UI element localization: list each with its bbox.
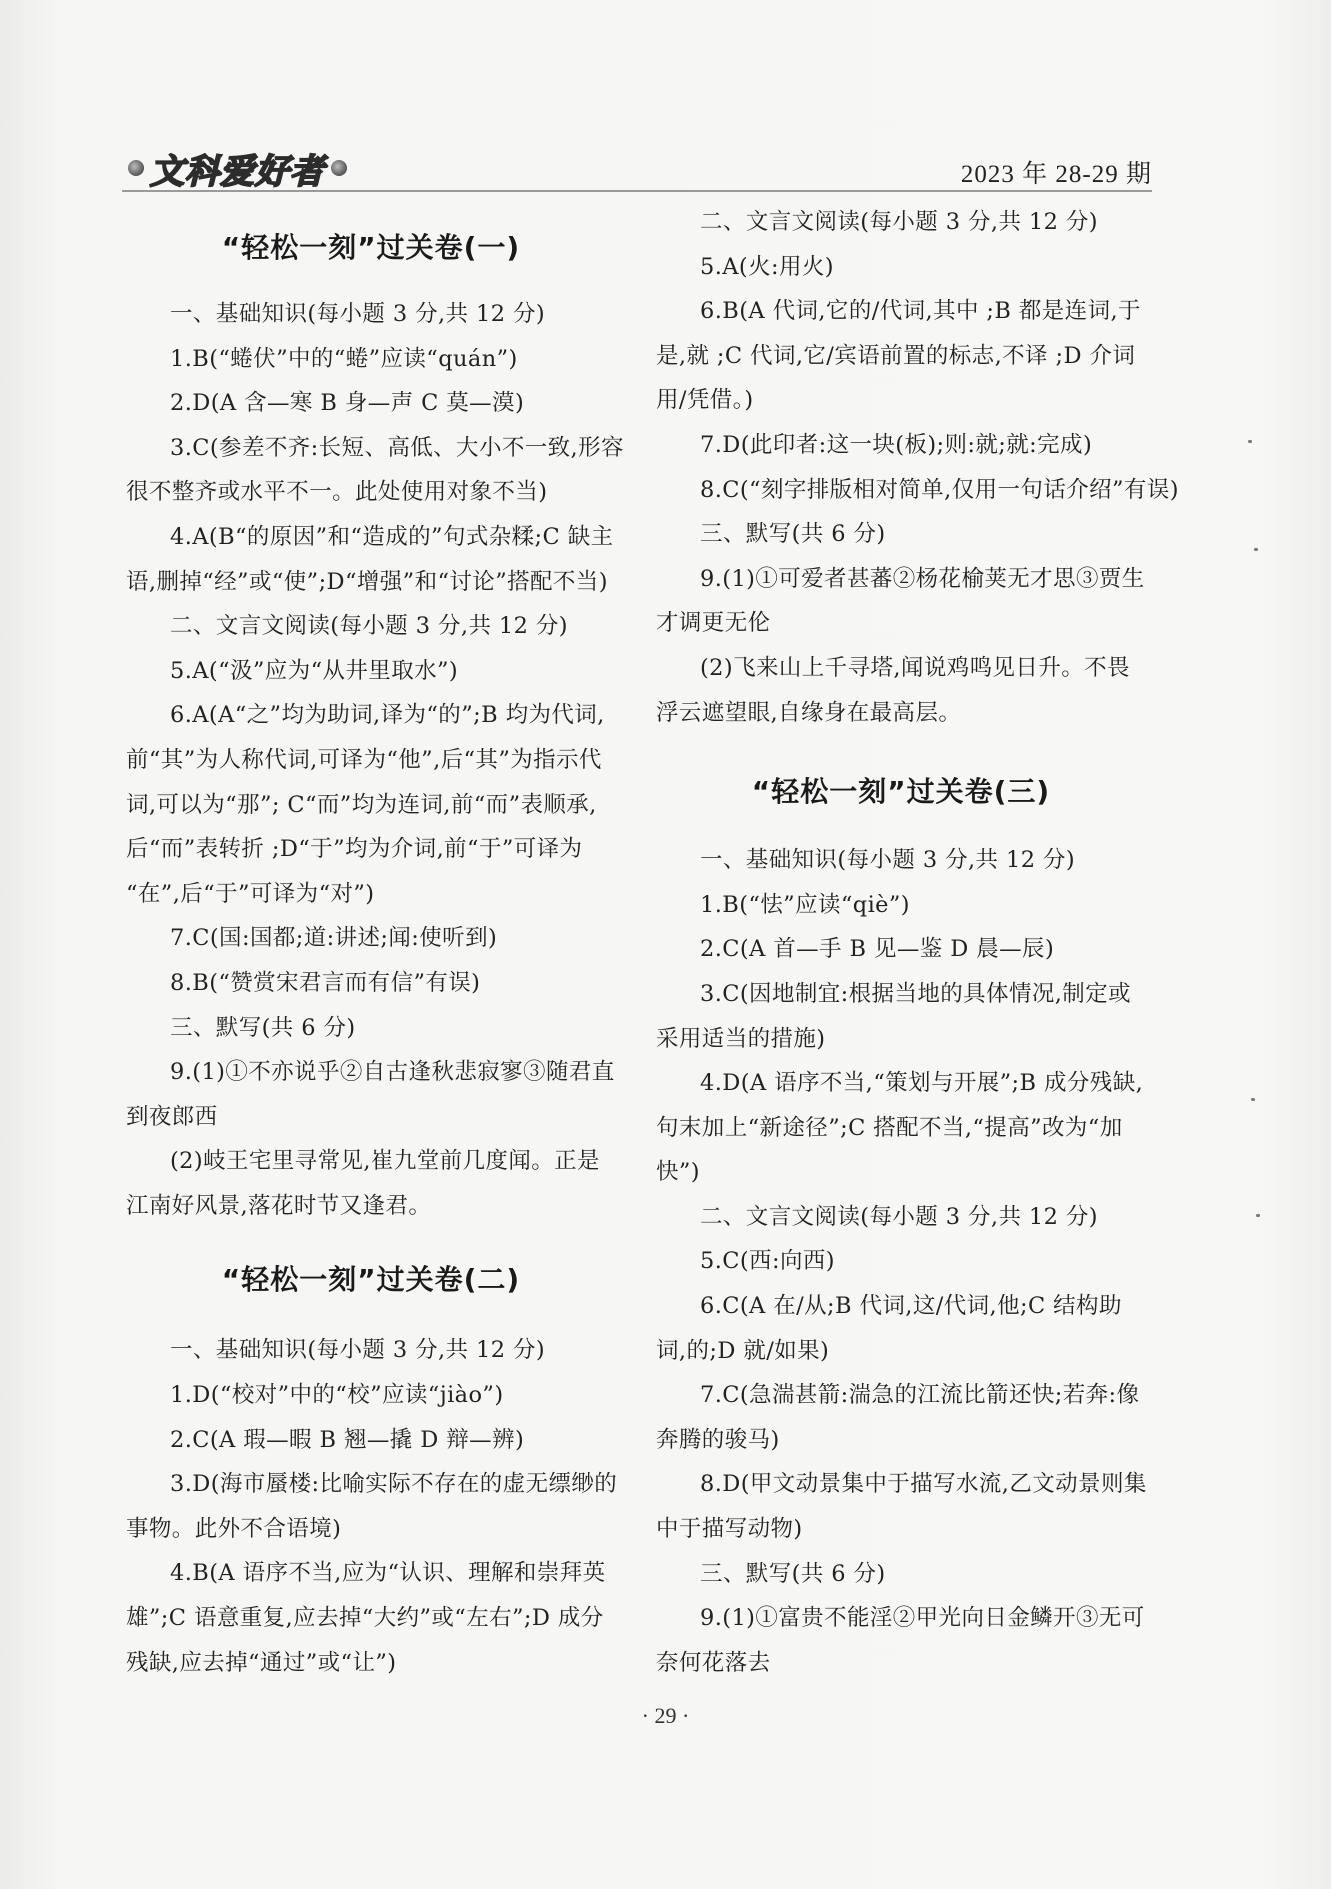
answer-line: 4.B(A 语序不当,应为“认识、理解和崇拜英 (170, 1560, 606, 1587)
answer-line: 才调更无伦 (656, 610, 771, 637)
answer-line: 词,的;D 就/如果) (656, 1337, 830, 1364)
answer-line: 一、基础知识(每小题 3 分,共 12 分) (170, 301, 546, 327)
page-number: · 29 · (641, 1703, 690, 1728)
answer-line: 快”) (656, 1159, 700, 1186)
answer-line: 后“而”表转折 ;D“于”均为介词,前“于”可译为 (126, 836, 583, 863)
answer-line: 2.C(A 首—手 B 见—鉴 D 晨—辰) (700, 936, 1055, 963)
answer-line: 7.D(此印者:这一块(板);则:就;就:完成) (700, 431, 1093, 458)
answer-line: 江南好风景,落花时节又逢君。 (126, 1192, 432, 1219)
answer-line: 三、默写(共 6 分) (700, 521, 886, 548)
answer-line: 7.C(急湍甚箭:湍急的江流比箭还快;若奔:像 (700, 1382, 1140, 1409)
magazine-logo (122, 150, 353, 192)
answer-line: 三、默写(共 6 分) (700, 1560, 886, 1587)
answer-line: 浮云遮望眼,自缘身在最高层。 (656, 699, 962, 726)
left-column (126, 200, 624, 1685)
answer-line: (2)飞来山上千寻塔,闻说鸡鸣见日升。不畏 (700, 654, 1130, 681)
page-header (122, 150, 1152, 192)
answer-line: 2.D(A 含—寒 B 身—声 C 莫—漠) (170, 390, 525, 417)
answer-line: 4.A(B“的原因”和“造成的”句式杂糅;C 缺主 (170, 523, 614, 550)
scan-speck (1248, 440, 1252, 443)
answer-line: 2.C(A 瑕—暇 B 翘—撬 D 辩—辨) (170, 1426, 525, 1453)
answer-line: 二、文言文阅读(每小题 3 分,共 12 分) (700, 209, 1098, 235)
answer-line: 是,就 ;C 代词,它/宾语前置的标志,不译 ;D 介词 (656, 342, 1136, 369)
answer-line: 1.B(“怯”应读“qiè”) (700, 891, 910, 918)
answer-line: 采用适当的措施) (656, 1025, 826, 1052)
issue-number: 2023 年 28-29 期 (960, 161, 1152, 188)
logo-text: 文科爱好者 (150, 151, 325, 192)
answer-line: 9.(1)①不亦说乎②自古逢秋悲寂寥③随君直 (170, 1059, 615, 1086)
answer-line: 语,删掉“经”或“使”;D“增强”和“讨论”搭配不当) (126, 568, 608, 595)
answer-line: 二、文言文阅读(每小题 3 分,共 12 分) (700, 1203, 1098, 1230)
answer-line: 3.C(参差不齐:长短、高低、大小不一致,形容 (170, 434, 624, 461)
section-title-2: “轻松一刻”过关卷(二) (221, 1263, 521, 1297)
answer-line: 到夜郎西 (126, 1103, 218, 1130)
answer-line: 一、基础知识(每小题 3 分,共 12 分) (700, 847, 1076, 874)
answers-block-3 (656, 838, 1146, 1685)
answer-line: 奈何花落去 (656, 1649, 771, 1676)
logo-ornament-right-icon (331, 160, 347, 176)
section-title-3: “轻松一刻”过关卷(三) (751, 775, 1051, 809)
answer-line: 奔腾的骏马) (656, 1426, 780, 1453)
right-column (656, 200, 1179, 1685)
answer-line: 1.D(“校对”中的“校”应读“jiào”) (170, 1382, 504, 1409)
logo-ornament-left-icon (128, 160, 144, 176)
section-title-1: “轻松一刻”过关卷(一) (221, 231, 521, 264)
answer-line: 前“其”为人称代词,可译为“他”,后“其”为指示代 (126, 746, 602, 773)
answer-line: (2)岐王宅里寻常见,崔九堂前几度闻。正是 (170, 1148, 600, 1175)
answer-line: 用/凭借。) (656, 387, 754, 414)
answer-line: 4.D(A 语序不当,“策划与开展”;B 成分残缺, (700, 1070, 1144, 1097)
scan-speck (1256, 1214, 1260, 1217)
answer-line: 3.C(因地制宜:根据当地的具体情况,制定或 (700, 980, 1131, 1007)
answer-line: 事物。此外不合语境) (126, 1515, 342, 1542)
answer-line: 5.A(火:用火) (700, 253, 834, 280)
answer-line: 6.B(A 代词,它的/代词,其中 ;B 都是连词,于 (700, 298, 1141, 325)
answer-line: “在”,后“于”可译为“对”) (126, 880, 375, 907)
answer-line: 6.C(A 在/从;B 代词,这/代词,他;C 结构助 (700, 1293, 1122, 1320)
answer-line: 词,可以为“那”; C“而”均为连词,前“而”表顺承, (126, 791, 597, 818)
answer-line: 很不整齐或水平不一。此处使用对象不当) (126, 479, 548, 506)
answer-line: 8.D(甲文动景集中于描写水流,乙文动景则集 (700, 1471, 1147, 1498)
answer-line: 5.C(西:向西) (700, 1248, 835, 1275)
scan-speck (1251, 1098, 1255, 1101)
answers-block-2b (656, 200, 1179, 735)
scan-speck (1254, 548, 1258, 551)
answer-line: 雄”;C 语意重复,应去掉“大约”或“左右”;D 成分 (126, 1605, 604, 1632)
answers-block-2 (126, 1328, 616, 1685)
answers-block-1 (126, 292, 624, 1228)
answer-line: 8.C(“刻字排版相对简单,仅用一句话介绍”有误) (700, 476, 1179, 503)
answer-line: 1.B(“蜷伏”中的“蜷”应读“quán”) (170, 345, 518, 372)
answer-line: 三、默写(共 6 分) (170, 1014, 356, 1041)
answer-line: 句末加上“新途径”;C 搭配不当,“提高”改为“加 (656, 1114, 1123, 1141)
answer-line: 一、基础知识(每小题 3 分,共 12 分) (170, 1337, 546, 1364)
answer-line: 9.(1)①富贵不能淫②甲光向日金鳞开③无可 (700, 1605, 1145, 1632)
answer-line: 残缺,应去掉“通过”或“让”) (126, 1649, 397, 1676)
answer-line: 6.A(A“之”均为助词,译为“的”;B 均为代词, (170, 702, 605, 729)
answer-line: 二、文言文阅读(每小题 3 分,共 12 分) (170, 613, 568, 640)
answer-line: 8.B(“赞赏宋君言而有信”有误) (170, 969, 481, 996)
answer-line: 3.D(海市蜃楼:比喻实际不存在的虚无缥缈的 (170, 1471, 618, 1498)
answer-line: 5.A(“汲”应为“从井里取水”) (170, 657, 459, 684)
answer-line: 中于描写动物) (656, 1516, 803, 1543)
answer-line: 9.(1)①可爱者甚蕃②杨花榆荚无才思③贾生 (700, 565, 1145, 592)
answer-line: 7.C(国:国都;道:讲述;闻:使听到) (170, 925, 498, 952)
